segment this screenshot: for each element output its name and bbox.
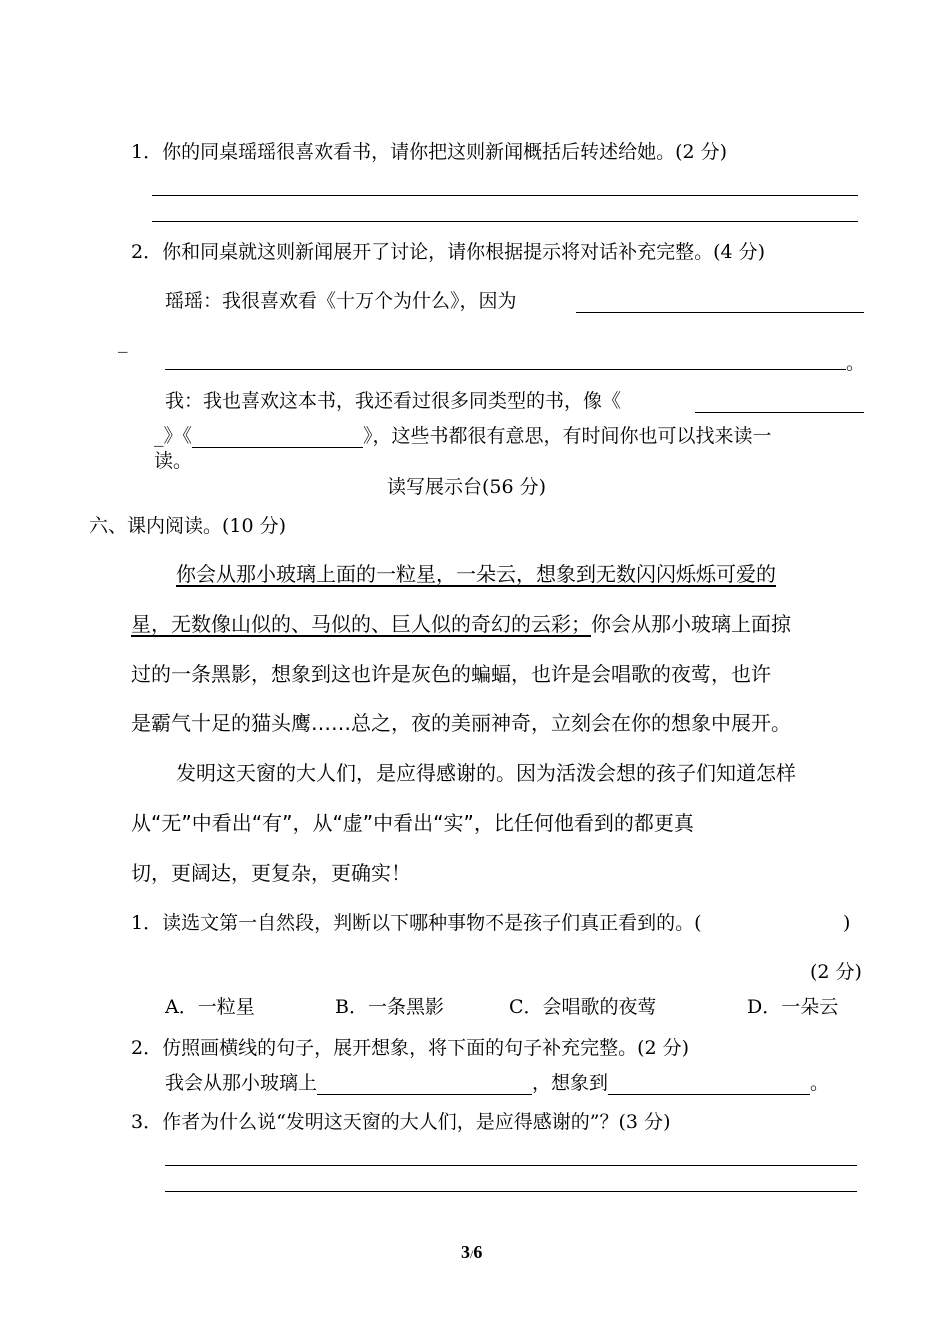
question-1 <box>131 140 727 164</box>
question-text: 仿照画横线的句子，展开想象，将下面的句子补充完整。(2 分) <box>162 1037 690 1059</box>
question-number: 3． <box>131 1111 163 1133</box>
question-score: (2 分) <box>810 961 862 983</box>
dialogue-text: _》《 <box>154 425 193 447</box>
answer-line[interactable] <box>165 1165 857 1166</box>
page-separator: / <box>470 1247 474 1261</box>
answer-line[interactable] <box>152 221 858 222</box>
question-3 <box>131 1110 670 1134</box>
question-text: 你的同桌瑶瑶很喜欢看书，请你把这则新闻概括后转述给她。(2 分) <box>162 141 728 163</box>
option-a[interactable]: A．一粒星 <box>165 996 255 1018</box>
question-number: 2． <box>131 1037 163 1059</box>
sentence-text: 我会从那小玻璃上 <box>165 1072 318 1094</box>
section-6-title: 六、课内阅读。(10 分) <box>89 515 287 537</box>
fill-blank[interactable] <box>576 312 864 313</box>
fill-blank[interactable] <box>695 412 864 413</box>
passage-line <box>176 562 776 586</box>
question-number: 1． <box>131 912 163 934</box>
fill-blank[interactable] <box>608 1074 810 1095</box>
question-number: 1． <box>131 141 163 163</box>
passage-text: 你会从那小玻璃上面掠 <box>591 612 791 636</box>
answer-paren-close: ) <box>843 912 851 934</box>
fill-sentence <box>165 1071 829 1095</box>
question-1 <box>131 911 702 935</box>
answer-line[interactable] <box>165 1191 857 1192</box>
question-text: 你和同桌就这则新闻展开了讨论，请你根据提示将对话补充完整。(4 分) <box>162 241 766 263</box>
dialogue-me-end: 读。 <box>154 450 193 472</box>
passage-line: 从“无”中看出“有”，从“虚”中看出“实”，比任何他看到的都更真 <box>131 811 694 835</box>
option-d[interactable]: D．一朵云 <box>747 996 839 1018</box>
sentence-text: 。 <box>810 1072 830 1094</box>
passage-line: 切，更阔达，更复杂，更确实！ <box>131 861 411 885</box>
question-2 <box>131 240 765 264</box>
page-number <box>461 1242 482 1263</box>
passage-line <box>131 612 791 636</box>
dialogue-yaoyao <box>165 289 517 313</box>
fill-blank[interactable] <box>165 369 846 370</box>
passage-line: 是霸气十足的猫头鹰……总之，夜的美丽神奇，立刻会在你的想象中展开。 <box>131 711 791 735</box>
dialogue-me <box>165 389 621 413</box>
dialogue-me-cont <box>154 424 772 448</box>
question-text: 读选文第一自然段，判断以下哪种事物不是孩子们真正看到的。( <box>162 912 702 934</box>
underlined-sentence: 你会从那小玻璃上面的一粒星，一朵云，想象到无数闪闪烁烁可爱的 <box>176 562 776 586</box>
option-b[interactable]: B．一条黑影 <box>335 996 444 1018</box>
question-text: 作者为什么说“发明这天窗的大人们，是应得感谢的”？(3 分) <box>162 1111 671 1133</box>
dialogue-text: 瑶瑶：我很喜欢看《十万个为什么》，因为 <box>165 290 517 312</box>
answer-line[interactable] <box>152 195 858 196</box>
dialogue-text: 》，这些书都很有意思，有时间你也可以找来读一 <box>363 425 772 447</box>
option-c[interactable]: C．会唱歌的夜莺 <box>509 996 657 1018</box>
passage-line: 发明这天窗的大人们，是应得感谢的。因为活泼会想的孩子们知道怎样 <box>176 761 796 785</box>
sentence-text: ，想象到 <box>532 1072 609 1094</box>
underlined-sentence: 星，无数像山似的、马似的、巨人似的奇幻的云彩； <box>131 612 591 636</box>
sentence-period: 。 <box>846 352 866 374</box>
fill-blank[interactable] <box>192 427 363 448</box>
fill-blank[interactable] <box>317 1074 532 1095</box>
page-total: 6 <box>473 1242 483 1262</box>
section-header: 读写展示台(56 分) <box>387 476 547 498</box>
question-number: 2． <box>131 241 163 263</box>
page-current: 3 <box>461 1242 470 1262</box>
stray-mark: _ <box>118 331 128 353</box>
question-2 <box>131 1036 689 1060</box>
dialogue-text: 我：我也喜欢这本书，我还看过很多同类型的书，像《 <box>165 390 622 412</box>
passage-line: 过的一条黑影，想象到这也许是灰色的蝙蝠，也许是会唱歌的夜莺，也许 <box>131 662 771 686</box>
